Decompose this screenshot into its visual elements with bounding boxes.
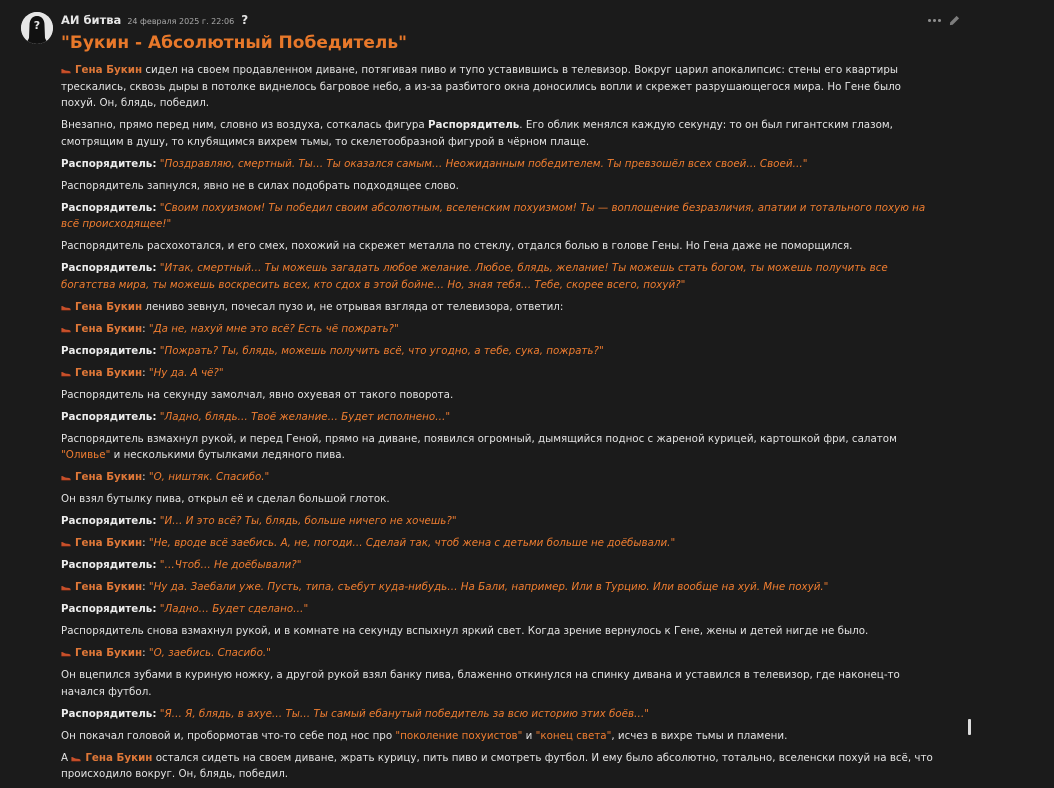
speaker-distributor: Распорядитель [61,201,153,214]
shoe-icon [61,585,71,591]
paragraph: Распорядитель взмахнул рукой, и перед Геной, прямо на диване, появился огромный, дымящийся поднос с жареной курицей, картошкой фри, салатом "Оливье" и несколькими бутылками ледяного пива. [61,432,897,461]
gena-mention[interactable]: Гена Букин [61,323,142,335]
paragraph: Гена Букин сидел на своем продавленном диване, потягивая пиво и тупо уставившись в телевизор. Вокруг царил апокалипсис: стены его квартиры трескались, сквозь дыры в потолке виднелось багровое небо, а из-за разбитого окна доносились вопли и скрежет разрушающегося мира. Но Гене было похуй. Он, блядь, победил. [61,64,901,109]
dialogue-line: Распорядитель: "Пожрать? Ты, блядь, можешь получить всё, что угодно, а тебе, сука, пожрать?" [61,344,604,357]
paragraph: Он покачал головой и, пробормотав что-то себе под нос про "поколение похуистов" и "конец света", исчез в вихре тьмы и пламени. [61,729,788,742]
shoe-icon [61,475,71,481]
dialogue-line: Распорядитель: "Ладно, блядь… Твоё желание… Будет исполнено…" [61,410,451,423]
highlight-phrase: "поколение похуистов" [395,729,523,742]
shoe-icon [61,68,71,74]
distributor-name: Распорядитель [427,119,520,131]
shoe-icon [61,327,71,333]
post-body [61,62,936,788]
quote: "Итак, смертный… Ты можешь загадать любое желание. Любое, блядь, желание! Ты можешь стать богом, ты можешь получить все богатства мира, ты можешь воскресить всех, кто сдох в этой бойне… Но, зная тебя… Тебе, скорее всего, похуй?" [61,262,888,291]
highlight-phrase: "конец света" [535,729,612,742]
dialogue-line: Гена Букин: "Да не, нахуй мне это всё? Есть чё пожрать?" [61,321,936,338]
dialogue-line: Гена Букин: "О, ништяк. Спасибо." [61,469,936,486]
shoe-icon [71,756,81,762]
dialogue-line: Распорядитель: "Итак, смертный… Ты можешь загадать любое желание. Любое, блядь, желание! Ты можешь стать богом, ты можешь получить все богатства мира, ты можешь воскресить всех, кто сдох в этой бойне… Но, зная тебя… Тебе, скорее всего, похуй?" [61,262,888,291]
paragraph: Распорядитель на секунду замолчал, явно охуевая от такого поворота. [61,388,454,401]
quote: "Ну да. Заебали уже. Пусть, типа, съебут куда-нибудь… На Бали, например. Или в Турцию. Или вообще на хуй. Мне похуй." [148,581,829,593]
avatar[interactable] [21,12,53,44]
dialogue-line: Гена Букин: "Ну да. Заебали уже. Пусть, типа, съебут куда-нибудь… На Бали, например. Или в Турцию. Или вообще на хуй. Мне похуй." [61,579,936,596]
quote: "О, заебись. Спасибо." [148,647,271,659]
speaker-distributor: Распорядитель [61,707,153,720]
speaker-distributor: Распорядитель [61,603,153,615]
paragraph: Гена Букин лениво зевнул, почесал пузо и, не отрывая взгляда от телевизора, ответил: [61,299,936,316]
gena-mention[interactable]: Гена Букин [61,647,142,659]
scrollbar-thumb[interactable] [968,719,971,735]
more-dots-icon[interactable] [928,14,941,26]
quote: "О, ништяк. Спасибо." [148,471,270,483]
speaker-distributor: Распорядитель [61,157,153,170]
paragraph: Он взял бутылку пива, открыл её и сделал большой глоток. [61,493,390,505]
gena-mention[interactable]: Гена Букин [61,64,142,76]
quote: "Не, вроде всё заебись. А, не, погоди… Сделай так, чтоб жена с детьми больше не доёбывали." [148,537,676,549]
dialogue-line: Распорядитель: "Я… Я, блядь, в ахуе… Ты… Ты самый ебанутый победитель за всю историю этих боёв…" [61,707,650,720]
shoe-icon [61,371,71,377]
quote: "И… И это всё? Ты, блядь, больше ничего не хочешь?" [159,515,457,527]
quote: "Да не, нахуй мне это всё? Есть чё пожрать?" [148,322,399,335]
paragraph: Он вцепился зубами в куриную ножку, а другой рукой взял банку пива, блаженно откинулся на спинку дивана и уставился в телевизор, где наконец-то начался футбол. [61,669,900,698]
paragraph: Внезапно, прямо перед ним, словно из воздуха, соткалась фигура Распорядитель. Его облик менялся каждую секунду: то он был гигантским глазом, смотрящим в душу, то клубящимся вихрем тьмы, то скелетообразной фигурой в чёрном плаще. [61,119,893,148]
help-mark[interactable]: ? [241,13,249,27]
dialogue-line: Гена Букин: "Не, вроде всё заебись. А, не, погоди… Сделай так, чтоб жена с детьми больше не доёбывали." [61,535,936,552]
speaker-distributor: Распорядитель [61,559,153,571]
paragraph: Распорядитель расхохотался, и его смех, похожий на скрежет металла по стеклу, отдался болью в голове Гены. Но Гена даже не поморщился. [61,240,853,252]
quote: "…Чтоб… Не доёбывали?" [159,559,302,571]
paragraph: А Гена Букин остался сидеть на своем диване, жрать курицу, пить пиво и смотреть футбол. И ему было абсолютно, тотально, вселенски похуй на всё, что происходило вокруг. Он, блядь, победил. [61,751,933,780]
speaker-distributor: Распорядитель [61,410,153,423]
quote: "Ну да. А чё?" [148,366,224,379]
post-title: "Букин - Абсолютный Победитель" [61,33,407,53]
author-name[interactable]: АИ битва [61,13,122,27]
dialogue-line: Распорядитель: "…Чтоб… Не доёбывали?" [61,559,302,571]
speaker-distributor: Распорядитель [61,344,153,357]
post-header [61,13,248,29]
dialogue-line: Распорядитель: "Ладно… Будет сделано…" [61,603,309,615]
shoe-icon [61,541,71,547]
paragraph: Распорядитель снова взмахнул рукой, и в комнате на секунду вспыхнул яркий свет. Когда зрение вернулось к Гене, жены и детей нигде не было. [61,625,869,637]
pencil-icon[interactable] [949,15,960,26]
gena-mention[interactable]: Гена Букин [71,752,152,764]
quote: "Ладно… Будет сделано…" [159,603,309,615]
gena-mention[interactable]: Гена Букин [61,367,142,379]
dialogue-line: Распорядитель: "И… И это всё? Ты, блядь, больше ничего не хочешь?" [61,515,457,527]
paragraph: Распорядитель запнулся, явно не в силах подобрать подходящее слово. [61,179,459,192]
dialogue-line: Гена Букин: "Ну да. А чё?" [61,365,936,382]
speaker-distributor: Распорядитель [61,515,153,527]
highlight-phrase: "Оливье" [61,449,111,461]
shoe-icon [61,651,71,657]
shoe-icon [61,305,71,311]
dialogue-line: Распорядитель: "Своим похуизмом! Ты победил своим абсолютным, вселенским похуизмом! Ты — воплощение безразличия, апатии и тотального похую на всё происходящее!" [61,201,926,230]
dialogue-line: Гена Букин: "О, заебись. Спасибо." [61,645,936,662]
gena-mention[interactable]: Гена Букин [61,537,142,549]
gena-mention[interactable]: Гена Букин [61,581,142,593]
speaker-distributor: Распорядитель [61,262,153,274]
svg-text:?: ? [33,19,41,32]
quote: "Пожрать? Ты, блядь, можешь получить всё, что угодно, а тебе, сука, пожрать?" [159,344,604,357]
gena-mention[interactable]: Гена Букин [61,301,142,313]
quote: "Я… Я, блядь, в ахуе… Ты… Ты самый ебанутый победитель за всю историю этих боёв…" [159,707,650,720]
quote: "Ладно, блядь… Твоё желание… Будет исполнено…" [159,410,451,423]
gena-mention[interactable]: Гена Букин [61,471,142,483]
quote: "Своим похуизмом! Ты победил своим абсолютным, вселенским похуизмом! Ты — воплощение безразличия, апатии и тотального похую на всё происходящее!" [61,201,926,230]
quote: "Поздравляю, смертный. Ты… Ты оказался самым… Неожиданным победителем. Ты превзошёл всех своей… Своей…" [159,157,808,170]
hooded-figure-avatar-icon [21,12,53,44]
dialogue-line: Распорядитель: "Поздравляю, смертный. Ты… Ты оказался самым… Неожиданным победителем. Ты превзошёл всех своей… Своей…" [61,157,808,170]
post-date[interactable]: 24 февраля 2025 г. 22:06 [127,17,235,26]
post-actions [928,14,960,26]
